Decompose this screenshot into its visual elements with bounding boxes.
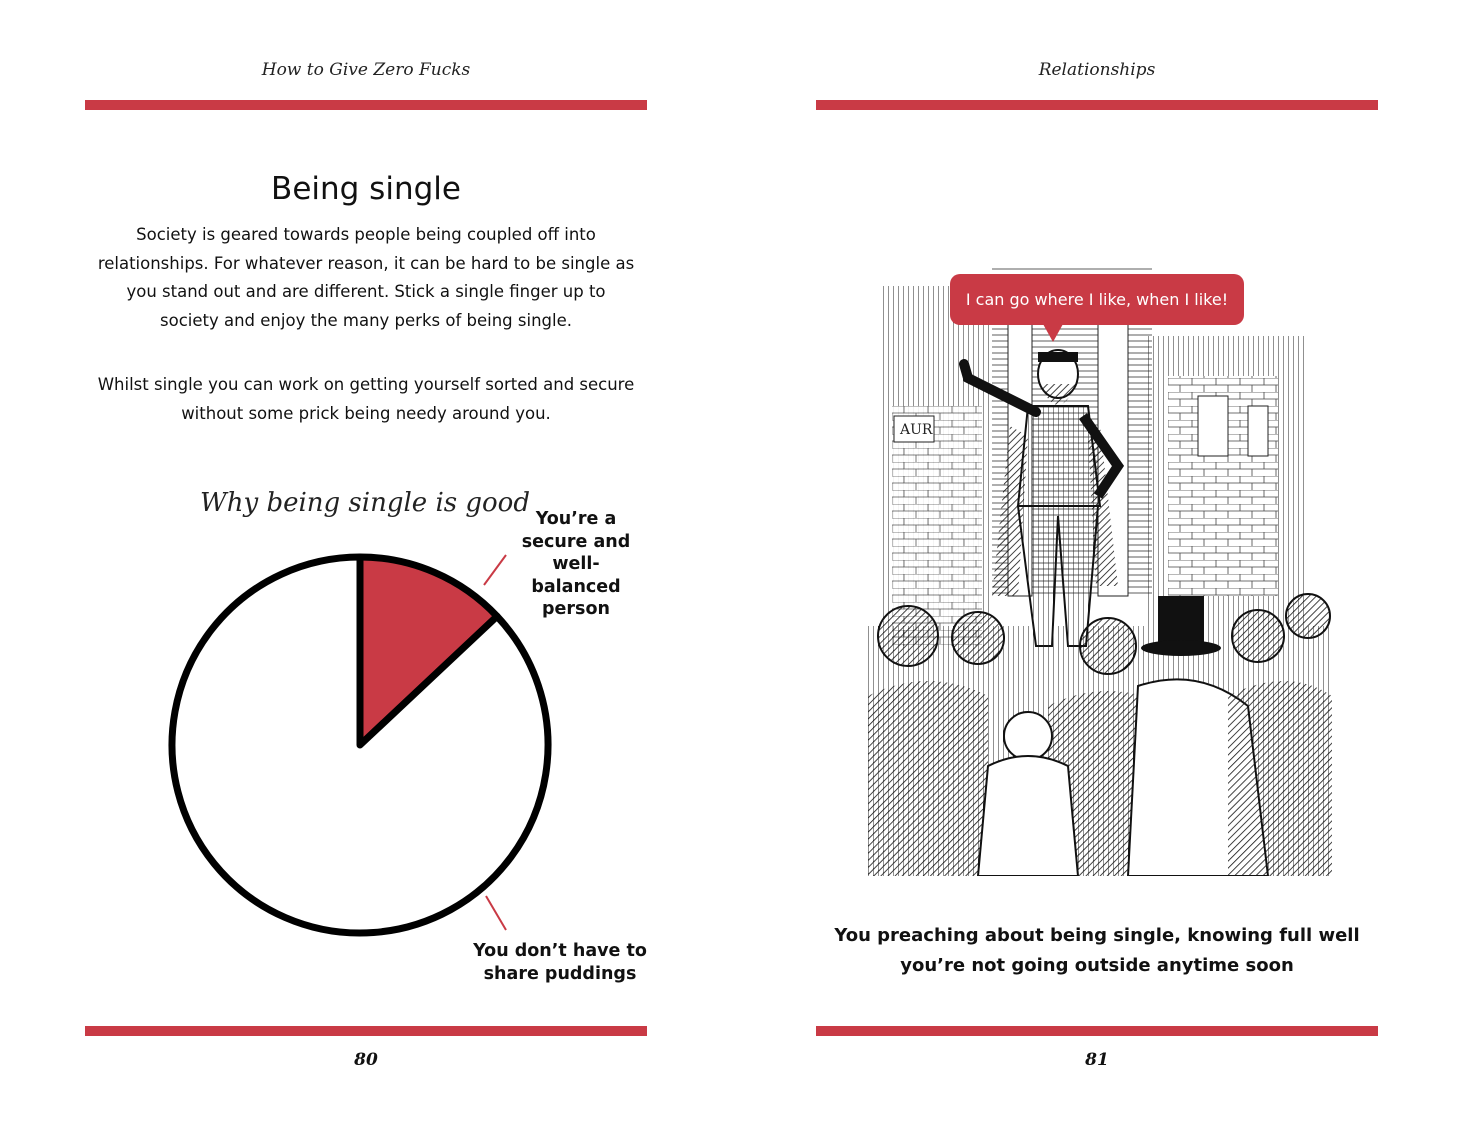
running-head: How to Give Zero Fucks (261, 60, 471, 80)
crowd (868, 594, 1332, 876)
left-page (0, 0, 731, 1123)
illustration-caption: You preaching about being single, knowing full well you’re not going outside anytime soon (834, 925, 1360, 976)
leader-line-0 (484, 555, 506, 585)
footer-rule (816, 1026, 1378, 1036)
leader-line-1 (486, 896, 506, 930)
slice-label: You’re a secure and well-balanced person (521, 509, 631, 619)
slice-label: You don’t have to share puddings (473, 941, 647, 984)
footer-rule (85, 1026, 647, 1036)
header-rule (816, 100, 1378, 110)
page-number: 81 (1085, 1050, 1109, 1070)
running-head: Relationships (1038, 60, 1156, 80)
page-number: 80 (354, 1050, 378, 1070)
header-rule (85, 100, 647, 110)
body-paragraph: Society is geared towards people being coupled off into relationships. For whatever reason, it can be hard to be single as you stand out and are different. Stick a single finger up to society and enjoy the many perks of being single. (97, 225, 635, 330)
body-paragraph: Whilst single you can work on getting yourself sorted and secure without some prick being needy around you. (97, 375, 635, 423)
speech-bubble: I can go where I like, when I like! (950, 274, 1244, 325)
speech-bubble-tail (1043, 324, 1063, 342)
chart-title: Why being single is good (200, 488, 530, 518)
svg-text:AUR: AUR (900, 422, 933, 438)
engraving-illustration (868, 266, 1332, 876)
section-title: Being single (271, 170, 461, 207)
